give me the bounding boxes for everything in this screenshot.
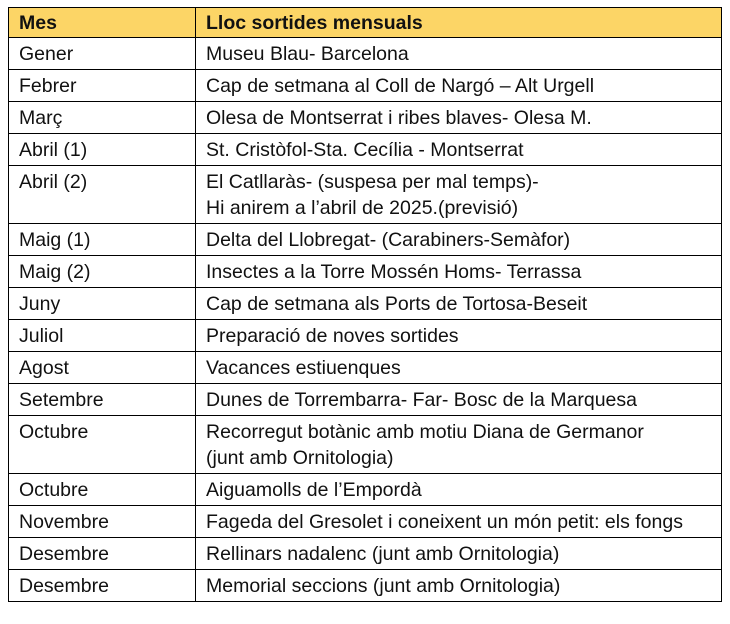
place-text: Vacances estiuenques (206, 357, 401, 379)
place-text: Dunes de Torrembarra- Far- Bosc de la Marquesa (206, 389, 637, 411)
place-cell (196, 256, 722, 288)
month-cell: Desembre (9, 570, 196, 602)
place-text: Rellinars nadalenc (junt amb Ornitologia) (206, 543, 560, 565)
place-text: Fageda del Gresolet i coneixent un món petit: els fongs (206, 511, 683, 533)
month-cell: Desembre (9, 538, 196, 570)
table-row (9, 384, 722, 416)
place-text: Memorial seccions (junt amb Ornitologia) (206, 575, 561, 597)
place-text: St. Cristòfol-Sta. Cecília - Montserrat (206, 139, 524, 161)
place-cell (196, 224, 722, 256)
month-cell: Agost (9, 352, 196, 384)
place-cell (196, 416, 722, 474)
month-cell: Abril (1) (9, 134, 196, 166)
place-text: Preparació de noves sortides (206, 325, 459, 347)
header-place: Lloc sortides mensuals (196, 8, 722, 38)
place-text: Delta del Llobregat- (Carabiners-Semàfor) (206, 229, 571, 251)
place-cell (196, 134, 722, 166)
document-page (8, 7, 722, 602)
place-text: Hi anirem a l’abril de 2025.(previsió) (206, 197, 519, 219)
table-row (9, 416, 722, 474)
place-cell (196, 384, 722, 416)
place-text: El Catllaràs- (suspesa per mal temps)- (206, 171, 539, 193)
table-body (9, 38, 722, 602)
table-header-row (9, 8, 722, 38)
place-text: Insectes a la Torre Mossén Homs- Terrassa (206, 261, 582, 283)
place-cell (196, 538, 722, 570)
month-cell: Març (9, 102, 196, 134)
month-cell: Gener (9, 38, 196, 70)
place-text: Recorregut botànic amb motiu Diana de Germanor (206, 421, 644, 443)
place-text: Cap de setmana al Coll de Nargó – Alt Urgell (206, 75, 595, 97)
month-cell: Juliol (9, 320, 196, 352)
month-cell: Octubre (9, 416, 196, 474)
place-cell (196, 506, 722, 538)
place-text: Aiguamolls de l’Empordà (206, 479, 422, 501)
month-cell: Octubre (9, 474, 196, 506)
place-cell (196, 70, 722, 102)
month-cell: Abril (2) (9, 166, 196, 224)
place-cell (196, 288, 722, 320)
place-cell (196, 474, 722, 506)
place-cell (196, 38, 722, 70)
place-text: Museu Blau- Barcelona (206, 43, 409, 65)
table-row (9, 134, 722, 166)
place-cell (196, 102, 722, 134)
month-cell: Setembre (9, 384, 196, 416)
place-cell (196, 352, 722, 384)
table-row (9, 288, 722, 320)
monthly-outings-table (8, 7, 722, 602)
month-cell: Maig (1) (9, 224, 196, 256)
place-text: Olesa de Montserrat i ribes blaves- Olesa M. (206, 107, 592, 129)
place-text: Cap de setmana als Ports de Tortosa-Beseit (206, 293, 588, 315)
month-cell: Juny (9, 288, 196, 320)
table-row (9, 506, 722, 538)
month-cell: Febrer (9, 70, 196, 102)
place-cell (196, 320, 722, 352)
place-text: (junt amb Ornitologia) (206, 447, 394, 469)
header-month: Mes (9, 8, 196, 38)
table-row (9, 166, 722, 224)
table-row (9, 538, 722, 570)
table-row (9, 570, 722, 602)
table-row (9, 70, 722, 102)
table-row (9, 474, 722, 506)
place-cell (196, 570, 722, 602)
table-row (9, 352, 722, 384)
table-row (9, 102, 722, 134)
month-cell: Maig (2) (9, 256, 196, 288)
month-cell: Novembre (9, 506, 196, 538)
table-row (9, 320, 722, 352)
table-row (9, 256, 722, 288)
place-cell (196, 166, 722, 224)
table-row (9, 224, 722, 256)
table-row (9, 38, 722, 70)
